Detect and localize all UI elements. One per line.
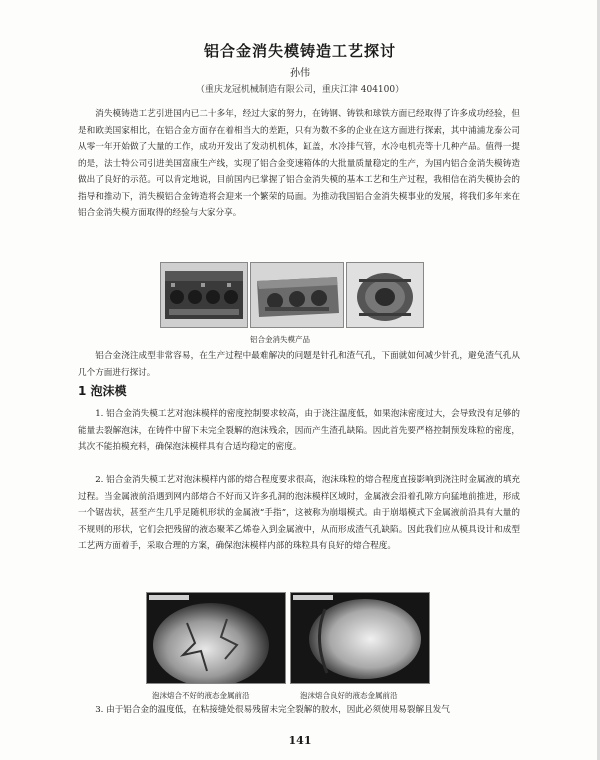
section1-item2: 2. 铝合金消失模工艺对泡沫模样内部的熔合程度要求很高，泡沫珠粒的熔合程度直接影响到浇注时金属液的填充过程。当金属液前沿遇到网内部熔合不好而又许多孔洞的泡沫模样区域时，金属液会沿着孔隙方向猛地前推进，形成一个锯齿状，甚至产生几乎足随机形状的金属液“手指”，这被称为崩塌模式。由于崩塌模式下金属液前沿具有大量的不规则的形状，它们会把残留的液态聚苯乙烯卷入到金属液中，从而形成渣气孔缺陷。因此我们应从模具设计和成型工艺两方面着手，采取合理的方案，确保泡沫模样内部的珠粒具有良好的熔合程度。 [78, 475, 520, 551]
figure1-caption: 铝合金消失模产品 [250, 335, 310, 344]
cylinder-head-photo [250, 262, 344, 328]
section1-item1: 1. 铝合金消失模工艺对泡沫模样的密度控制要求较高，由于浇注温度低，如果泡沫密度过大，会导致没有足够的能量去裂解泡沫，在铸件中留下未完全裂解的泡沫残余，因而产生渣孔缺陷。因此首先要严格控制预发珠粒的密度，其次不能拍模充料，确保泡沫模样具有合适均稳定的密度。 [78, 409, 520, 452]
intro-paragraph: 消失模铸造工艺引进国内已二十多年，经过大家的努力，在铸钢、铸铁和球铁方面已经取得了许多成功经验，但是和欧美国家相比，在铝合金方面存在着相当大的差距，只有为数不多的企业在这方面进行探索，其中浦浦龙泰公司从零一年开始做了大量的工作，成功开发出了发动机机体，缸盖，水冷排气管，水冷电机壳等十几种产品。值得一提的是，法士特公司引进美国富康生产线，实现了铝合金变速箱体的大批量质量稳定的生产，为国内铝合金消失模铸造做出了良好的示范。可以肯定地说，目前国内已掌握了铝合金消失模的基本工艺和生产过程，我相信在消失模协会的指导和推动下，消失模铝合金铸造将会迎来一个繁荣的局面。为推动我国铝合金消失模事业的发展，将我们多年来在铝合金消失模方面取得的经验与大家分享。 [78, 109, 520, 218]
section1-item3: 3. 由于铝合金的温度低，在粘接缝处很易残留未完全裂解的胶水，因此必须使用易裂解且发气 [95, 705, 450, 715]
author-affiliation: （重庆龙冠机械制造有限公司，重庆江津 404100） [195, 85, 405, 95]
transition-paragraph: 铝合金浇注成型非常容易，在生产过程中最难解决的问题是针孔和渣气孔，下面就如何减少针孔，避免渣气孔从几个方面进行探讨。 [78, 351, 520, 378]
flow-front-poor-fusion-photo [146, 592, 286, 684]
article-author: 孙伟 [290, 68, 310, 79]
figure2-caption-right: 泡沫熔合良好的液态金属前沿 [300, 691, 398, 700]
page-number: 141 [288, 734, 312, 747]
figure2-caption-left: 泡沫熔合不好的液态金属前沿 [152, 691, 250, 700]
article-title: 铝合金消失模铸造工艺探讨 [203, 42, 396, 60]
motor-housing-photo [346, 262, 424, 328]
flow-front-good-fusion-photo [290, 592, 430, 684]
engine-block-photo [160, 262, 248, 328]
section-heading-foam-pattern: 1 泡沫模 [78, 384, 127, 398]
